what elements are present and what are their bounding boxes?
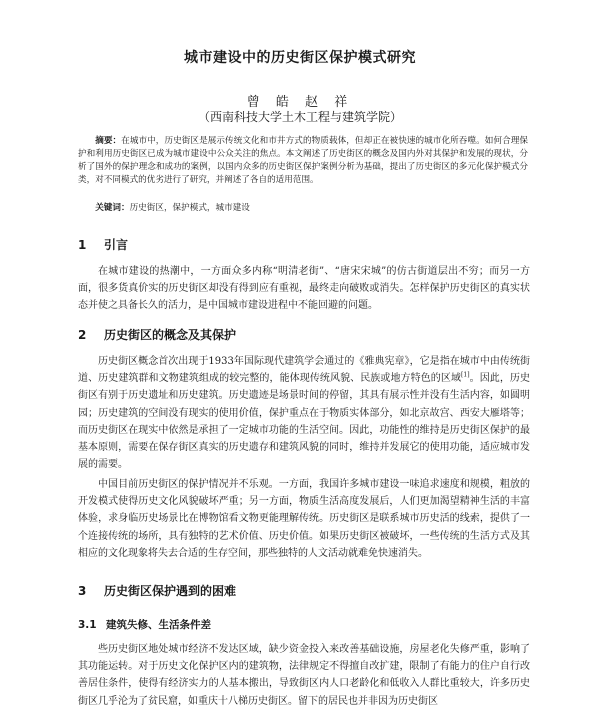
- section-1-paragraph: 在城市建设的热潮中，一方面众多内称“明清老街”、“唐宋宋城”的仿古街道层出不穷；而另一方面，很多货真价实的历史街区却没有得到应有重视，最终走向破败或消失。怎样保护历史街区的真实状态并使之具备长久的活力，是中国城市建设进程中不能回避的问题。: [78, 266, 530, 312]
- keywords: [78, 202, 528, 215]
- section-heading-1: [78, 236, 128, 253]
- section-number: 2: [78, 328, 87, 342]
- abstract: [78, 135, 528, 187]
- abstract-text: 在城市中，历史街区是展示传统文化和市井方式的物质载体，但却正在被快速的城市化所吞噬。如何合理保护和利用历史街区已成为城市建设中公众关注的焦点。本文阐述了历史街区的概念及国内外对其保护和发展的现状，分析了国外的保护理念和成功的案例，以国内众多的历史街区保护案例分析为基础，提出了历史街区的多元化保护模式分类，对不同模式的优劣进行了研究，并阐述了各自的适用范围。: [78, 136, 528, 185]
- paragraph-text: 历史街区概念首次出现于1933年国际现代建筑学会通过的《雅典宪章》，它是指在城市中由传统街道、历史建筑群和文物建筑组成的较完整的，能体现传统风貌、民族或地方特色的区域: [78, 356, 530, 385]
- subsection-title: 建筑失修、生活条件差: [106, 619, 211, 631]
- section-number: 1: [78, 238, 87, 252]
- section-2-paragraph-1: [78, 353, 530, 473]
- paper-authors: 曾 皓 赵 祥: [246, 95, 354, 110]
- section-title: 历史街区保护遇到的困难: [104, 584, 237, 598]
- section-2-paragraph-2: 中国目前历史街区的保护情况并不乐观。一方面，我国许多城市建设一味追求速度和规模，粗放的开发模式使得历史文化风貌破坏严重；另一方面，物质生活高度发展后，人们更加渴望精神生活的丰富体验，求身临历史场景比在博物馆看文物更能理解传统。历史街区是联系城市历史活的线索，提供了一个连接传统的场所，具有独特的艺术价值、历史价值。如果历史街区被破坏，一些传统的生活方式及其相应的文化现象将失去合适的生存空间，那些独特的人文活动就难免快速消失。: [78, 479, 530, 559]
- section-title: 引言: [104, 238, 129, 252]
- subsection-number: 3.1: [78, 619, 97, 631]
- section-title: 历史街区的概念及其保护: [104, 328, 237, 342]
- paper-title: 城市建设中的历史街区保护模式研究: [184, 50, 416, 66]
- section-heading-2: [78, 326, 236, 343]
- abstract-label: 摘要：: [95, 136, 122, 146]
- subsection-heading-3-1: [78, 617, 211, 632]
- paper-affiliation: （西南科技大学土木工程与建筑学院）: [197, 110, 402, 124]
- keywords-text: 历史街区，保护模式，城市建设: [129, 203, 250, 213]
- section-3-1-paragraph: 些历史街区地处城市经济不发达区域，缺少资金投入来改善基础设施，房屋老化失修严重，影响了其功能运转。对于历史文化保护区内的建筑物，法律规定不得擅自改扩建，限制了有能力的住户自行改善居住条件，使得有经济实力的人基本搬出，导致街区内人口老龄化和低收入人群比重较大，许多历史街区几乎沦为了贫民窟，如重庆十八梯历史街区。留下的居民也并非因为历史街区: [78, 644, 530, 707]
- section-heading-3: [78, 582, 236, 599]
- citation: [1]: [461, 371, 470, 379]
- keywords-label: 关键词：: [95, 203, 130, 213]
- paragraph-text-continued: 。因此，历史街区有别于历史遗址和历史建筑。历史遗迹是场景时间的停留，其具有展示性并没有生活内容，如圆明园；历史建筑的空间没有现实的使用价值，保护重点在于物质实体部分，如北京故宫、西安大雁塔等；而历史街区在现实中依然是承担了一定城市功能的生活空间。因此，功能性的维持是历史街区保护的最基本原则，需要在保存街区真实的历史遗存和建筑风貌的同时，维持并发展它的使用功能，适应城市发展的需要。: [78, 373, 531, 471]
- section-number: 3: [78, 584, 87, 598]
